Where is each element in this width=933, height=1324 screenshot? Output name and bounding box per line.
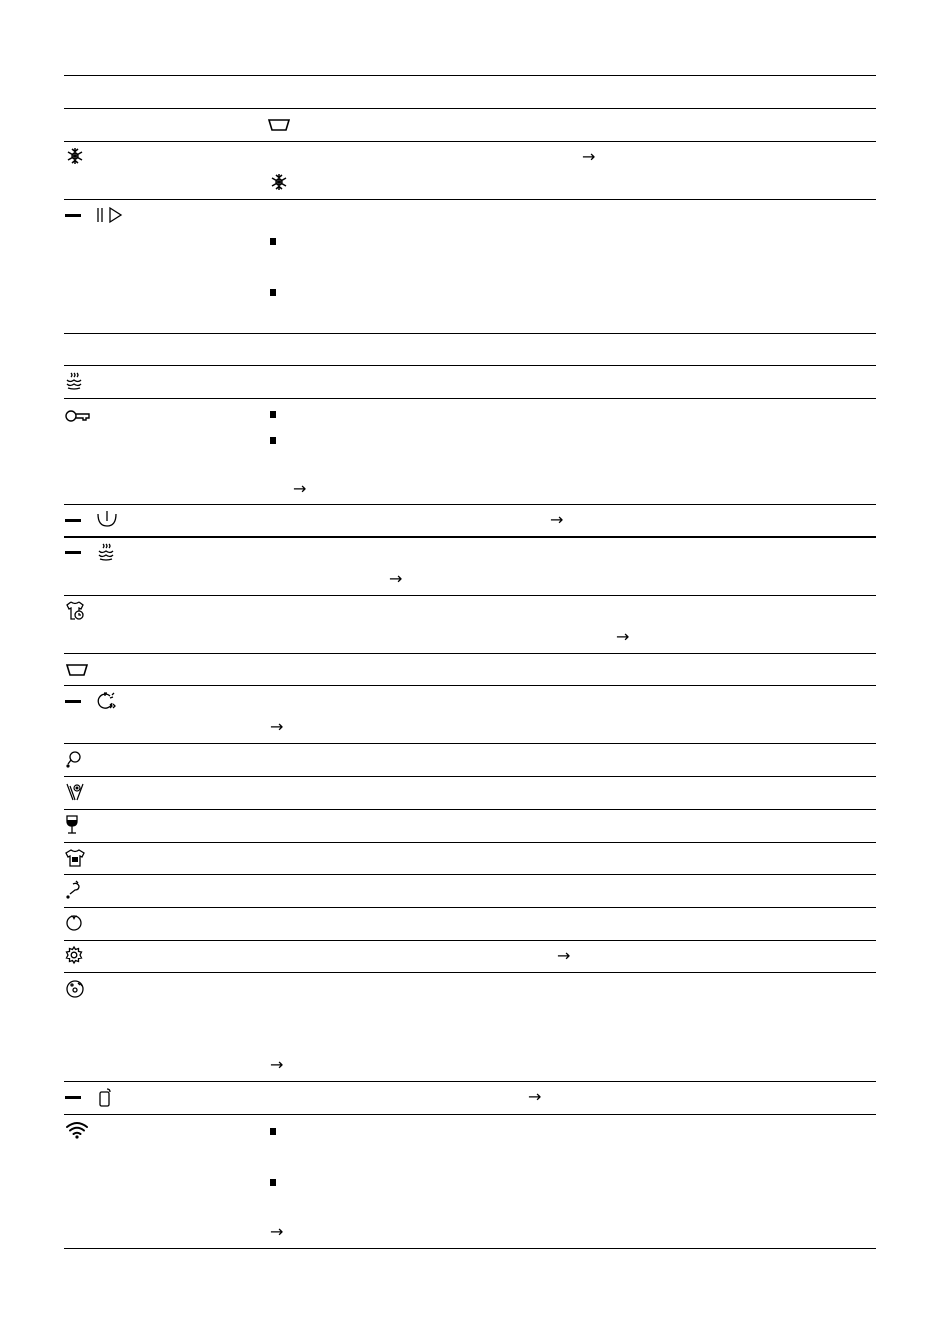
speed-timer-icon: [96, 692, 118, 712]
dash-icon: [65, 519, 81, 522]
row-divider: [64, 776, 876, 777]
dash-icon: [65, 1096, 81, 1099]
row-divider: [64, 333, 876, 334]
bullet-icon: [270, 437, 276, 444]
flower-stain-icon: [65, 782, 85, 802]
hose-icon: [65, 750, 83, 768]
bullet-icon: [270, 1128, 276, 1135]
arrow-icon: →: [293, 479, 307, 498]
snowflake-icon: [66, 147, 84, 165]
arrow-icon: →: [528, 1087, 542, 1106]
arrow-icon: →: [270, 1222, 284, 1241]
steam-icon: [65, 372, 83, 390]
bullet-icon: [270, 1179, 276, 1186]
bullet-icon: [270, 238, 276, 245]
table-top-rule: [64, 75, 876, 76]
bullet-icon: [270, 289, 276, 296]
row-divider: [64, 809, 876, 810]
row-divider: [64, 940, 876, 941]
arrow-icon: →: [616, 627, 630, 646]
wifi-icon: [65, 1121, 89, 1139]
dash-icon: [65, 551, 81, 554]
arrow-icon: →: [270, 717, 284, 736]
row-divider: [64, 685, 876, 686]
gear-icon: [65, 946, 83, 964]
wine-glass-icon: [65, 815, 79, 835]
row-divider: [64, 398, 876, 399]
dash-icon: [65, 700, 81, 703]
basin-icon: [268, 118, 290, 132]
row-divider: [64, 653, 876, 654]
faucet-icon: [65, 880, 83, 900]
dash-icon: [65, 214, 81, 217]
snowflake-icon: [270, 173, 288, 191]
row-divider: [64, 365, 876, 366]
bullet-icon: [270, 411, 276, 418]
key-icon: [65, 409, 91, 423]
table-bottom-rule: [64, 1248, 876, 1249]
row-divider: [64, 1114, 876, 1115]
drain-icon: [96, 510, 118, 528]
tomato-icon: [65, 913, 83, 931]
shirt-icon: [65, 849, 85, 867]
row-divider: [64, 972, 876, 973]
phone-icon: [98, 1088, 112, 1108]
arrow-icon: →: [550, 510, 564, 529]
shirt-timer-icon: [65, 601, 85, 621]
drum-icon: [65, 979, 85, 999]
row-divider: [64, 141, 876, 142]
row-divider: [64, 536, 876, 538]
row-divider: [64, 1081, 876, 1082]
row-divider: [64, 907, 876, 908]
steam-icon: [97, 543, 115, 561]
row-divider: [64, 842, 876, 843]
row-divider: [64, 743, 876, 744]
row-divider: [64, 199, 876, 200]
basin-icon: [66, 663, 88, 677]
row-divider: [64, 874, 876, 875]
pause-play-icon: [96, 207, 124, 223]
arrow-icon: →: [270, 1055, 284, 1074]
arrow-icon: →: [582, 147, 596, 166]
arrow-icon: →: [557, 946, 571, 965]
arrow-icon: →: [389, 569, 403, 588]
row-divider: [64, 504, 876, 505]
row-divider: [64, 108, 876, 109]
row-divider: [64, 595, 876, 596]
